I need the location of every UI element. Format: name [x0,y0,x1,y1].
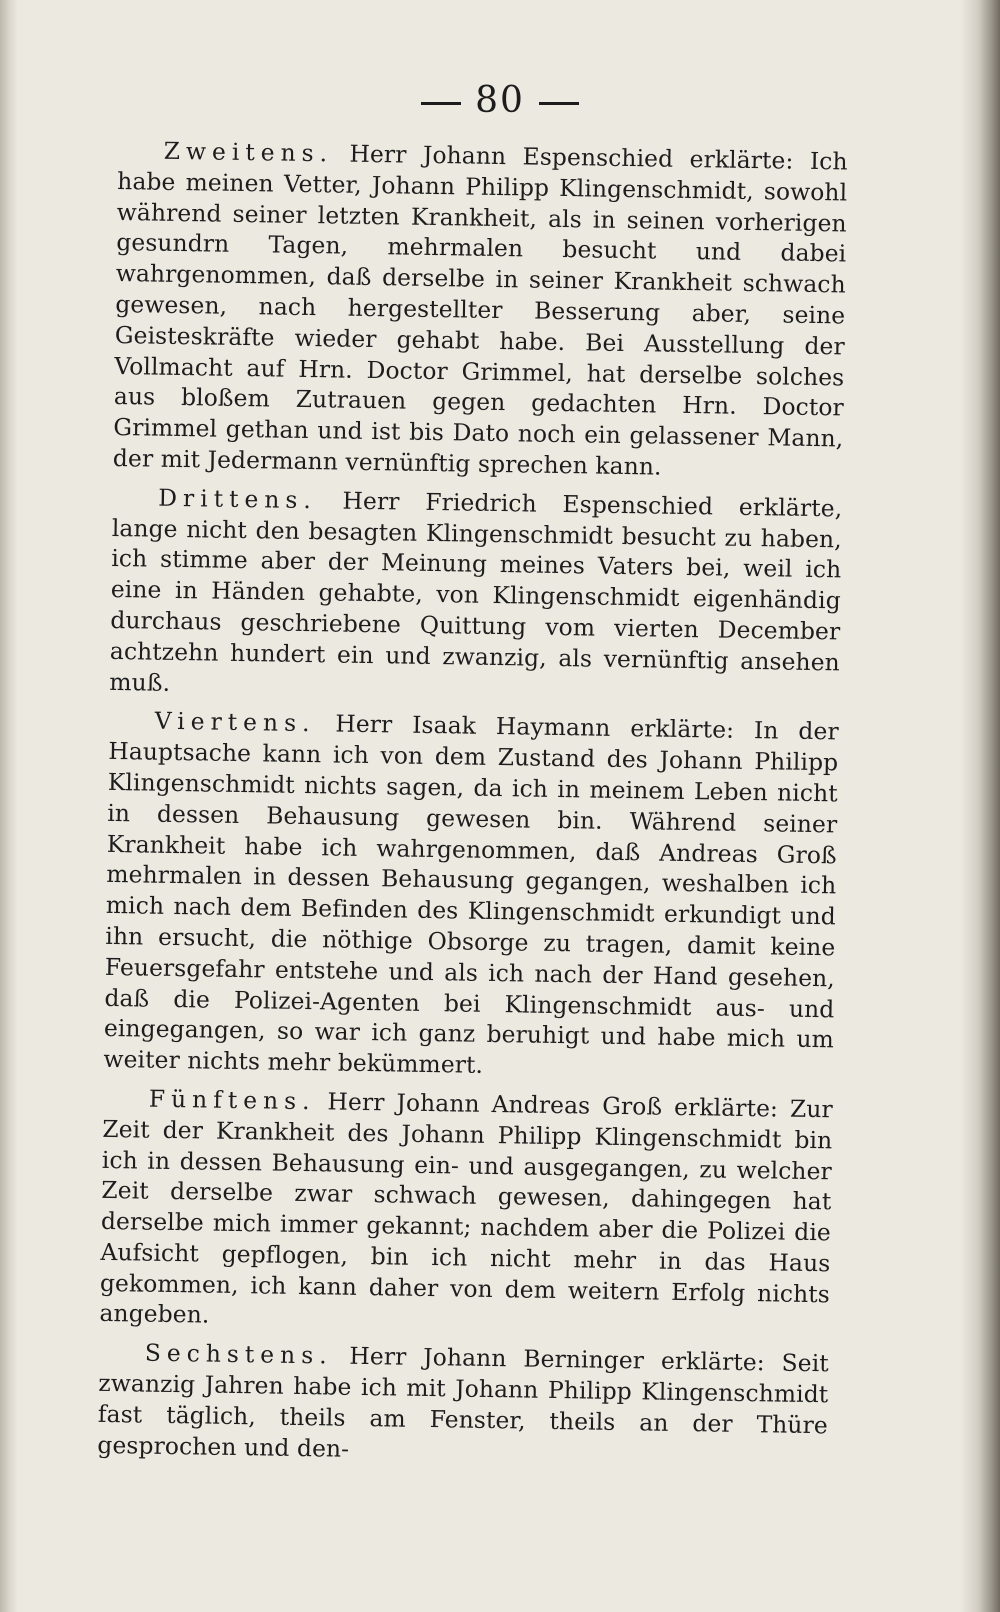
paragraph-drittens [109,482,842,709]
page-number-value: 80 [475,80,525,121]
paragraph-text: Herr Johann Berninger erklärte: Seit zwanzig Jahren habe ich mit Johann Philipp Klingenschmidt fast täglich, theils am Fenster, theils an der Thüre gesprochen und den- [97,1342,830,1463]
body-text [97,135,848,1480]
page-number-left-dash [421,102,461,105]
paragraph-text: Herr Johann Espenschied erklärte: Ich habe meinen Vetter, Johann Philipp Klingenschmidt, sowohl während seiner letzten Krankheit, als in seinen vorherigen gesundrn Tagen, mehrmalen besucht und dabei wahrgenommen, daß derselbe in seiner Krankheit schwach gewesen, nach hergestellter Besserung aber, seine Geisteskräfte wieder gehabt habe. Bei Ausstellung der Vollmacht auf Hrn. Doctor Grimmel, hat derselbe solches aus bloßem Zutrauen gegen gedachten Hrn. Doctor Grimmel gethan und ist bis Dato noch ein gelassener Mann, der mit Jedermann vernünftig sprechen kann. [112,139,848,481]
paragraph-fuenftens [99,1083,833,1341]
paragraph-text: Herr Isaak Haymann erklärte: In der Hauptsache kann ich von dem Zustand des Johann Philipp Klingenschmidt nichts sagen, da ich in meinem Leben nicht in dessen Behausung gewesen bin. Während seiner Krankheit habe ich wahrgenommen, daß Andreas Groß mehrmalen in dessen Behausung gegangen, weshalben ich mich nach dem Befinden des Klingenschmidt erkundigt und ihn ersucht, die nöthige Obsorge zu tragen, damit keine Feuersgefahr entstehe und als ich nach der Hand gesehen, daß die Polizei-Agenten bei Klingenschmidt aus- und eingegangen, so war ich ganz beruhigt und habe mich um weiter nichts mehr bekümmert. [103,709,839,1079]
paragraph-text: Herr Friedrich Espenschied erklärte, lange nicht den besagten Klingenschmidt besucht zu haben, ich stimme aber der Meinung meines Vaters bei, weil ich eine in Händen gehabte, von Klingenschmidt eigenhändig durchaus geschriebene Quittung vom vierten December achtzehn hundert ein und zwanzig, als vernünftig ansehen muß. [109,486,843,697]
paragraph-lead: Fünftens. [148,1084,316,1116]
paragraph-lead: Viertens. [154,706,316,738]
page-edge-shadow [960,0,1000,1612]
paragraph-text: Herr Johann Andreas Groß erklärte: Zur Zeit der Krankheit des Johann Philipp Klingenschmidt bin ich in dessen Behausung ein- und ausgegangen, zu welcher Zeit derselbe zwar schwach gewesen, dahingegen hat derselbe mich immer gekannt; nachdem aber die Polizei die Aufsicht gepflogen, bin ich nicht mehr in das Haus gekommen, ich kann daher von dem weitern Erfolg nichts angeben. [99,1087,834,1330]
paragraph-zweitens [113,135,848,485]
page-number [405,80,595,121]
page-gutter-shadow [0,0,18,1612]
paragraph-lead: Sechstens. [144,1338,333,1370]
page-number-right-dash [539,102,579,105]
paragraph-sechstens [97,1337,829,1472]
paragraph-viertens [103,705,839,1086]
paragraph-lead: Drittens. [158,483,318,514]
paragraph-lead: Zweitens. [163,136,334,168]
